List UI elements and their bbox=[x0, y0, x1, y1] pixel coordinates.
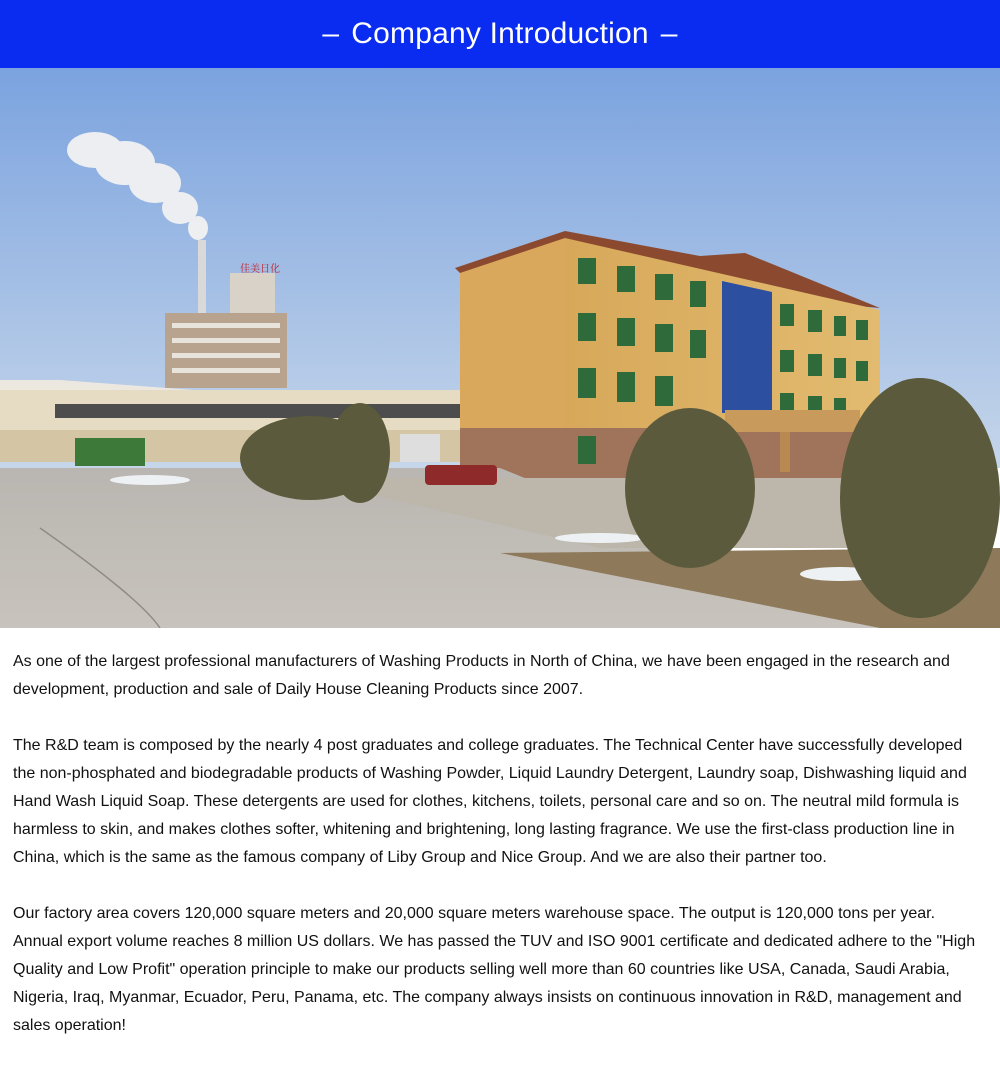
tower-top bbox=[230, 273, 275, 318]
paragraph-2: The R&D team is composed by the nearly 4 post graduates and college graduates. The Technical Center have successfully developed the non-phosphated and biodegradable products of Washing Powder, Liquid Laundry Detergent, Laundry soap, Dishwashing liquid and Hand Wash Liquid Soap. These detergents are used for clothes, kitchens, toilets, personal care and so on. The neutral mild formula is harmless to skin, and makes clothes softer, whitening and brightening, long lasting fragrance. We use the first-class production line in China, which is the same as the famous company of Liby Group and Nice Group. And we are also their partner too. bbox=[13, 737, 967, 866]
header-title: Company Introduction bbox=[351, 17, 649, 50]
truck bbox=[75, 438, 145, 466]
paragraph-3: Our factory area covers 120,000 square meters and 20,000 square meters warehouse space. The output is 120,000 tons per year. Annual export volume reaches 8 million US dollars. We has passed the TUV and ISO 9001 certificate and dedicated adhere to the "High Quality and Low Profit" operation principle to make our products selling well more than 60 countries like USA, Canada, Saudi Arabia, Nigeria, Iraq, Myanmar, Ecuador, Peru, Panama, etc. The company always insists on continuous innovation in R&D, management and sales operation! bbox=[13, 905, 976, 1034]
factory-photo bbox=[0, 68, 1000, 628]
building-sign: 佳美日化 bbox=[240, 264, 280, 275]
header-dash-left: – bbox=[322, 17, 340, 50]
glass-curtain bbox=[722, 281, 772, 413]
header-dash-right: – bbox=[660, 17, 678, 50]
red-car bbox=[425, 465, 497, 485]
paragraph-1: As one of the largest professional manufacturers of Washing Products in North of China, we have been engaged in the research and development, production and sale of Daily House Cleaning Products since 2007. bbox=[13, 653, 950, 698]
section-header bbox=[0, 0, 1000, 68]
entrance-canopy bbox=[725, 410, 860, 432]
intro-text bbox=[0, 628, 1000, 1040]
chimney bbox=[198, 240, 206, 320]
